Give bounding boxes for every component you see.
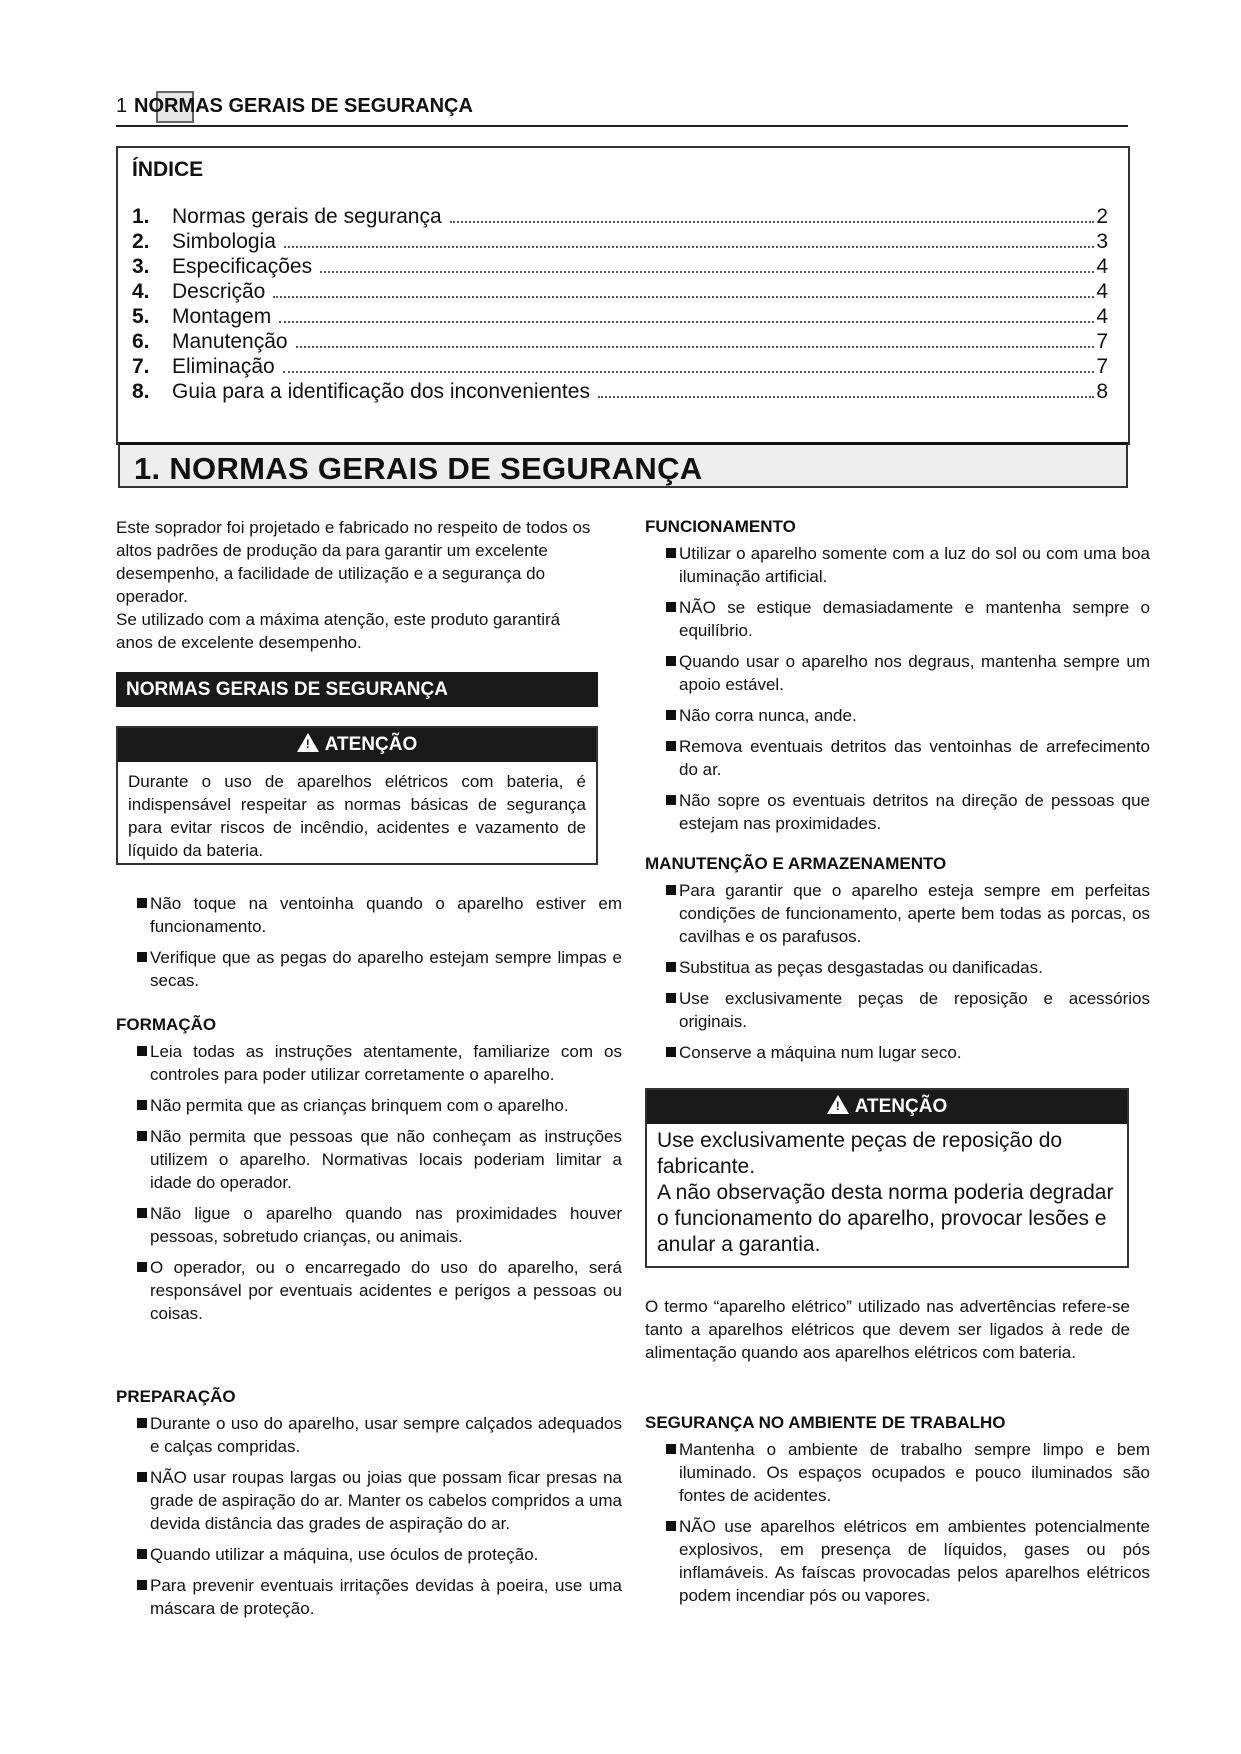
safety-rules-bar: [116, 672, 598, 707]
header-title: NORMAS GERAIS DE SEGURANÇA: [134, 95, 473, 117]
bullet-icon: [137, 952, 147, 962]
toc-item[interactable]: [132, 379, 1108, 404]
bullet-icon: [666, 1047, 676, 1057]
toc-title: Especificações: [172, 255, 313, 278]
warning-triangle-icon: !: [297, 733, 319, 752]
toc-item[interactable]: [132, 279, 1108, 304]
warning-text: Use exclusivamente peças de reposição do fabricante. A não observação desta norma poderia degradar o funcionamento do aparelho, provocar lesões e anular a garantia.: [657, 1129, 1114, 1256]
manutencao-title: MANUTENÇÃO E ARMAZENAMENTO: [645, 854, 947, 873]
list-item: Quando usar o aparelho nos degraus, mantenha sempre um apoio estável.: [645, 650, 1150, 696]
bullet-icon: [137, 1131, 147, 1141]
bullet-icon: [666, 1521, 676, 1531]
toc-page: 7: [1096, 330, 1108, 353]
safety-rules-bar-title: NORMAS GERAIS DE SEGURANÇA: [126, 679, 448, 700]
intro-paragraph: Se utilizado com a máxima atenção, este produto garantirá anos de excelente desempenho.: [116, 610, 561, 652]
termo-paragraph: O termo “aparelho elétrico” utilizado nas advertências refere-se tanto a aparelhos elétricos que devem ser ligados à rede de alimentação quando aos aparelhos elétricos com bateria.: [645, 1297, 1130, 1362]
list-item: Utilizar o aparelho somente com a luz do sol ou com uma boa iluminação artificial.: [645, 542, 1150, 588]
list-item: Não ligue o aparelho quando nas proximidades houver pessoas, sobretudo crianças, ou animais.: [116, 1202, 622, 1248]
list-item: Não permita que as crianças brinquem com o aparelho.: [116, 1094, 622, 1117]
warning-box: [116, 726, 598, 865]
toc-item[interactable]: [132, 204, 1108, 229]
toc-title: Guia para a identificação dos inconvenientes: [172, 380, 590, 403]
toc-page: 4: [1096, 305, 1108, 328]
list-item: NÃO se estique demasiadamente e mantenha sempre o equilíbrio.: [645, 596, 1150, 642]
list-item: Durante o uso do aparelho, usar sempre calçados adequados e calças compridas.: [116, 1412, 622, 1458]
toc-page: 4: [1096, 280, 1108, 303]
list-item: Para garantir que o aparelho esteja sempre em perfeitas condições de funcionamento, aperte bem todas as porcas, os cavilhas e os parafusos.: [645, 879, 1150, 948]
toc-title: Normas gerais de segurança: [172, 205, 442, 228]
bullet-icon: [137, 898, 147, 908]
toc-num: 5.: [132, 305, 150, 328]
toc-title: Descrição: [172, 280, 266, 303]
toc-num: 6.: [132, 330, 150, 353]
toc-num: 4.: [132, 280, 150, 303]
bullet-icon: [137, 1100, 147, 1110]
toc-page: 4: [1096, 255, 1108, 278]
bullet-icon: [666, 710, 676, 720]
warning-text: Durante o uso de aparelhos elétricos com bateria, é indispensável respeitar as normas básicas de segurança para evitar riscos de incêndio, acidentes e vazamento de líquido da bateria.: [128, 772, 586, 860]
toc-num: 1.: [132, 205, 150, 228]
toc-num: 8.: [132, 380, 150, 403]
bullet-icon: [137, 1549, 147, 1559]
warning-title: ATENÇÃO: [854, 1096, 948, 1117]
intro-text: [116, 516, 596, 654]
formacao-title: FORMAÇÃO: [116, 1015, 217, 1034]
preparacao-section: [116, 1385, 622, 1628]
warning-header: [118, 728, 596, 762]
seguranca-title: SEGURANÇA NO AMBIENTE DE TRABALHO: [645, 1413, 1006, 1432]
bullet-icon: [666, 602, 676, 612]
toc-page: 3: [1096, 230, 1108, 253]
bullet-icon: [137, 1580, 147, 1590]
toc-item[interactable]: [132, 329, 1108, 354]
section-title: 1. NORMAS GERAIS DE SEGURANÇA: [134, 451, 703, 486]
list-item: NÃO use aparelhos elétricos em ambientes potencialmente explosivos, em presença de líquidos, gases ou pós inflamáveis. As faíscas provocadas pelos aparelhos elétricos podem incendiar pós ou vapores.: [645, 1515, 1150, 1607]
page-number: 1: [116, 95, 128, 117]
warning-triangle-icon: !: [827, 1095, 849, 1114]
toc-title: Simbologia: [172, 230, 276, 253]
bullet-icon: [137, 1418, 147, 1428]
list-item: Para prevenir eventuais irritações devidas à poeira, use uma máscara de proteção.: [116, 1574, 622, 1620]
list-item: O operador, ou o encarregado do uso do aparelho, será responsável por eventuais acidentes e perigos a pessoas ou coisas.: [116, 1256, 622, 1325]
list-item: NÃO usar roupas largas ou joias que possam ficar presas na grade de aspiração do ar. Manter os cabelos compridos a uma devida distância das grades de aspiração do ar.: [116, 1466, 622, 1535]
bullet-icon: [666, 656, 676, 666]
bullet-icon: [666, 795, 676, 805]
warning-header: [647, 1090, 1127, 1124]
list-item: Não toque na ventoinha quando o aparelho estiver em funcionamento.: [116, 892, 622, 938]
bullet-icon: [666, 1444, 676, 1454]
bullet-icon: [666, 741, 676, 751]
bullet-icon: [137, 1472, 147, 1482]
bullet-icon: [137, 1046, 147, 1056]
toc-title: Montagem: [172, 305, 272, 328]
list-item: Leia todas as instruções atentamente, familiarize com os controles para poder utilizar corretamente o aparelho.: [116, 1040, 622, 1086]
preparacao-title: PREPARAÇÃO: [116, 1387, 236, 1406]
toc-title: Manutenção: [172, 330, 288, 353]
list-item: Remova eventuais detritos das ventoinhas de arrefecimento do ar.: [645, 735, 1150, 781]
list-item: Quando utilizar a máquina, use óculos de proteção.: [116, 1543, 622, 1566]
bullet-icon: [666, 993, 676, 1003]
list-item: Não permita que pessoas que não conheçam as instruções utilizem o aparelho. Normativas locais poderiam limitar a idade do operador.: [116, 1125, 622, 1194]
warning-box: [645, 1088, 1129, 1268]
list-item: Use exclusivamente peças de reposição e acessórios originais.: [645, 987, 1150, 1033]
toc-page: 7: [1096, 355, 1108, 378]
toc-item[interactable]: [132, 304, 1108, 329]
warning-title: ATENÇÃO: [324, 734, 418, 755]
bullet-icon: [137, 1262, 147, 1272]
list-item: Mantenha o ambiente de trabalho sempre limpo e bem iluminado. Os espaços ocupados e pouco iluminados são fontes de acidentes.: [645, 1438, 1150, 1507]
table-of-contents: [116, 146, 1130, 445]
list-item: Não sopre os eventuais detritos na direção de pessoas que estejam nas proximidades.: [645, 789, 1150, 835]
seguranca-section: [645, 1411, 1150, 1615]
bullet-icon: [666, 548, 676, 558]
list-item: Verifique que as pegas do aparelho estejam sempre limpas e secas.: [116, 946, 622, 992]
toc-page: 2: [1096, 205, 1108, 228]
list-item: Não corra nunca, ande.: [645, 704, 1150, 727]
toc-num: 2.: [132, 230, 150, 253]
toc-num: 3.: [132, 255, 150, 278]
list-item: Substitua as peças desgastadas ou danificadas.: [645, 956, 1150, 979]
bullet-icon: [666, 885, 676, 895]
toc-heading: ÍNDICE: [132, 158, 204, 181]
general-bullets: [116, 892, 622, 1000]
list-item: Conserve a máquina num lugar seco.: [645, 1041, 1150, 1064]
toc-title: Eliminação: [172, 355, 275, 378]
toc-item[interactable]: [132, 229, 1108, 254]
bullet-icon: [137, 1208, 147, 1218]
toc-item[interactable]: [132, 254, 1108, 279]
toc-page: 8: [1096, 380, 1108, 403]
funcionamento-section: [645, 515, 1150, 843]
toc-item[interactable]: [132, 354, 1108, 379]
funcionamento-title: FUNCIONAMENTO: [645, 517, 796, 536]
section-banner: [118, 442, 1128, 488]
bullet-icon: [666, 962, 676, 972]
manutencao-section: [645, 852, 1150, 1072]
intro-paragraph: Este soprador foi projetado e fabricado no respeito de todos os altos padrões de produção da para garantir um excelente desempenho, a facilidade de utilização e a segurança do operador.: [116, 518, 591, 606]
formacao-section: [116, 1013, 622, 1333]
toc-num: 7.: [132, 355, 150, 378]
page-header: [116, 95, 1128, 127]
